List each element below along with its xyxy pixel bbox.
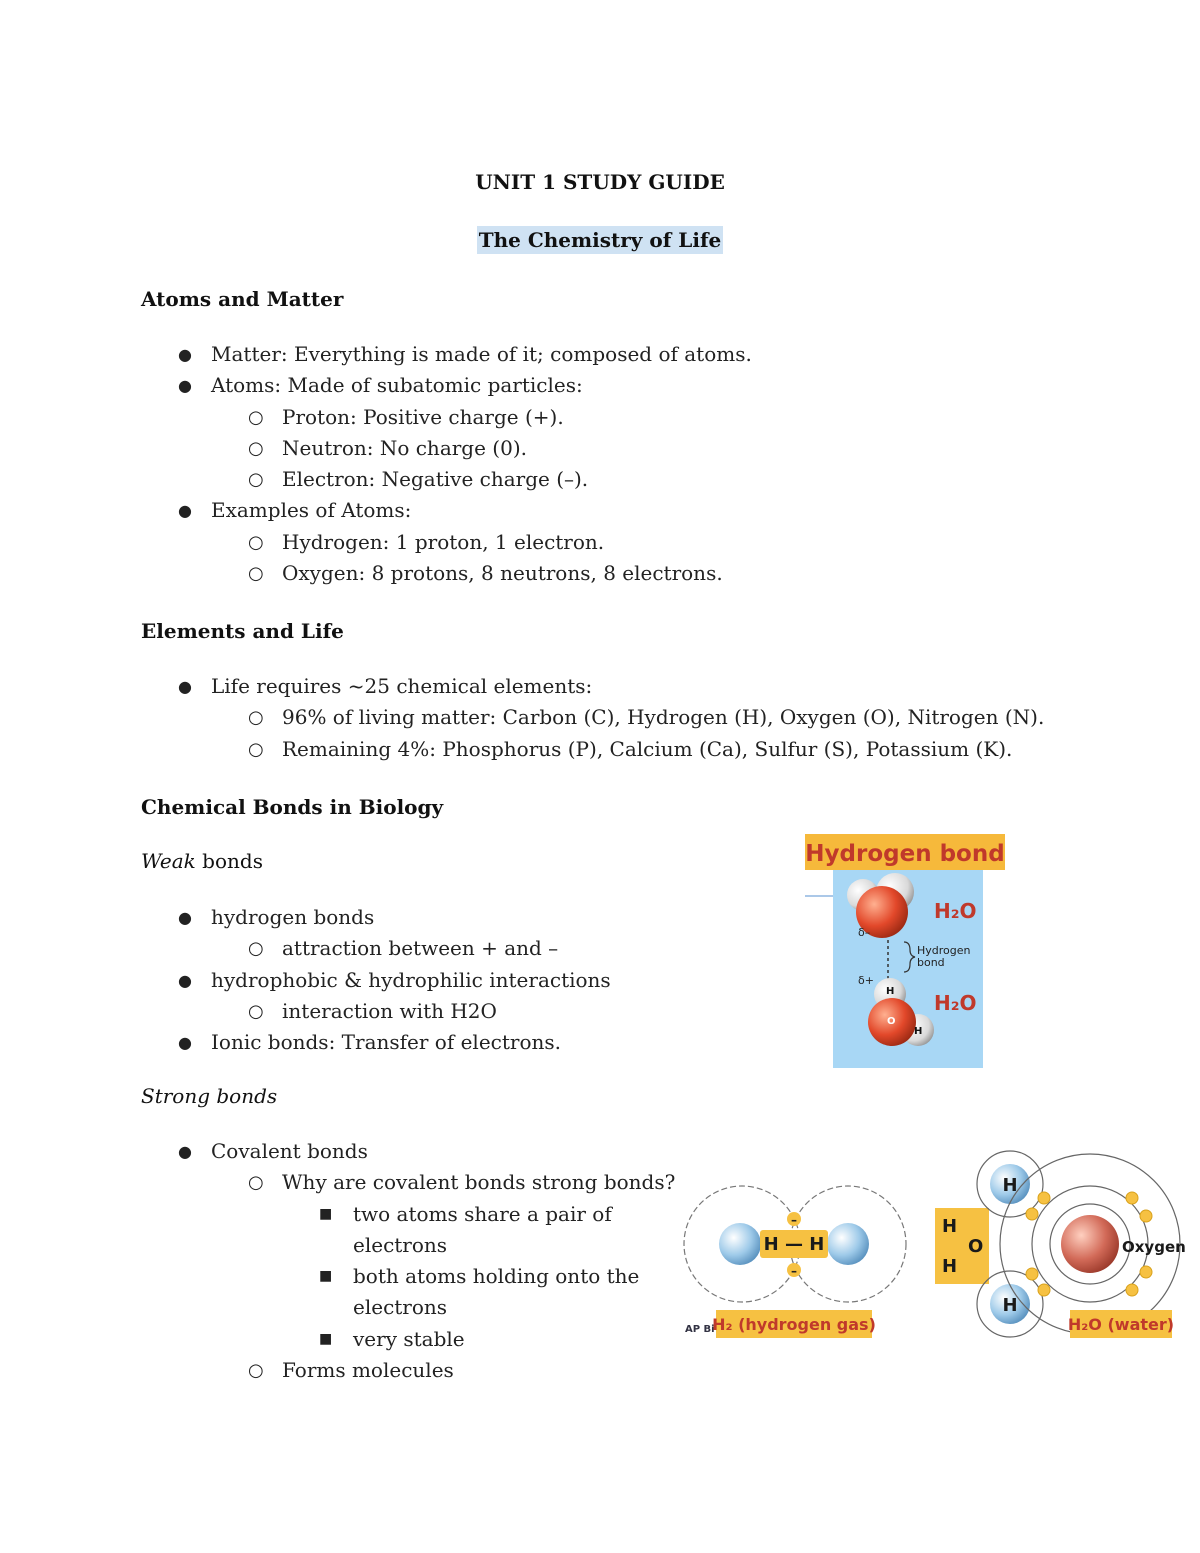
water-o: O [968,1236,984,1257]
atoms-list [141,339,752,589]
covalent-bonds-figure [680,1140,1190,1350]
ap-text: AP Bi [685,1324,715,1335]
water-h-bottom: H [942,1256,958,1277]
atom-o-label: O [887,1016,896,1027]
h2o-label-bottom: H₂O [934,991,977,1015]
water-h-atom-bottom-label: H [1002,1295,1018,1316]
h2-atom-left [719,1223,761,1265]
list-item: ● Atoms: Made of subatomic particles: [178,373,583,398]
water-h-atom-top-label: H [1002,1175,1018,1196]
list-item: ○ Remaining 4%: Phosphorus (P), Calcium (Ca), Sulfur (S), Potassium (K). [248,736,1013,761]
oxygen-label: Oxygen [1122,1238,1186,1256]
delta-minus: δ– [858,926,871,939]
section-heading-atoms: Atoms and Matter [141,287,344,311]
list-item: ● Ionic bonds: Transfer of electrons. [178,1030,561,1055]
atom-h-label: H [886,986,895,997]
h2-label: H₂ (hydrogen gas) [712,1315,876,1334]
weak-bonds-heading: Weak bonds [141,849,263,873]
h2o-label-top: H₂O [934,899,977,923]
list-item: ○ interaction with H2O [248,998,497,1023]
section-heading-elements: Elements and Life [141,619,344,643]
list-item: ● Covalent bonds [178,1139,368,1163]
bond-label-1: Hydrogen [917,944,971,957]
list-item: ● Examples of Atoms: [178,498,412,523]
minus-top: – [791,1213,797,1227]
strong-bonds-list [141,1136,675,1386]
h-h-label: H — H [763,1234,825,1255]
list-item: ■ two atoms share a pair of electrons [319,1201,612,1257]
strong-bonds-heading: Strong bonds [141,1084,278,1108]
h2-atom-right [827,1223,869,1265]
list-item: ○ Neutron: No charge (0). [248,435,527,460]
list-item: ○ attraction between + and – [248,936,559,961]
atom-h2-label: H [914,1026,923,1037]
list-item: ○ 96% of living matter: Carbon (C), Hydrogen (H), Oxygen (O), Nitrogen (N). [248,705,1045,730]
oxygen-nucleus [1061,1215,1119,1273]
list-item: ● Matter: Everything is made of it; composed of atoms. [178,342,752,366]
document-title: UNIT 1 STUDY GUIDE [475,170,725,194]
list-item: ■ very stable [319,1326,465,1351]
list-item: ○ Electron: Negative charge (–). [248,467,589,492]
list-item: ○ Hydrogen: 1 proton, 1 electron. [248,529,605,554]
bond-label-2: bond [917,956,945,969]
minus-bottom: – [791,1264,797,1278]
list-item: ○ Proton: Positive charge (+). [248,404,564,429]
water-label: H₂O (water) [1067,1315,1175,1334]
list-item: ● hydrophobic & hydrophilic interactions [178,967,611,992]
list-item: ○ Forms molecules [248,1358,454,1383]
water-h-top: H [942,1216,958,1237]
list-item: ○ Why are covalent bonds strong bonds? [248,1170,676,1195]
list-item: ■ both atoms holding onto the electrons [319,1264,640,1320]
figure-title: Hydrogen bond [805,841,1005,867]
delta-plus: δ+ [858,974,874,987]
hydrogen-bond-figure [800,832,1010,1072]
list-item: ○ Oxygen: 8 protons, 8 neutrons, 8 electrons. [248,561,723,586]
section-heading-bonds: Chemical Bonds in Biology [141,795,444,819]
weak-bonds-list [141,902,611,1058]
subtitle-wrapper [0,226,1200,254]
document-subtitle: The Chemistry of Life [478,228,722,252]
list-item: ● hydrogen bonds [178,905,375,929]
elements-list [141,671,1044,765]
list-item: ● Life requires ~25 chemical elements: [178,674,593,698]
